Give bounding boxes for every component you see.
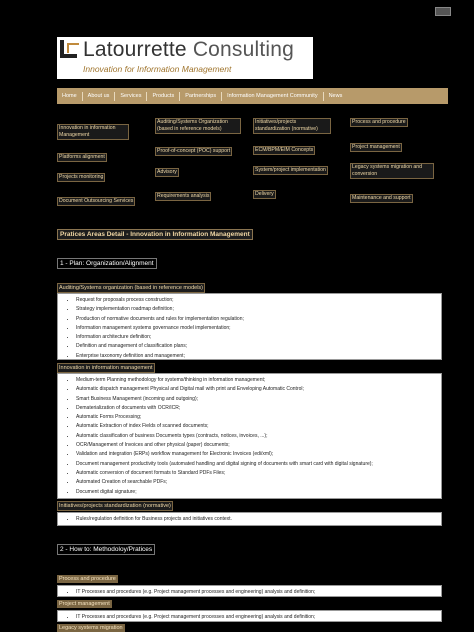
list-item: • Enterprise taxonomy definition and management; — [76, 352, 441, 361]
nav-services[interactable]: Services — [120, 93, 142, 99]
service-link[interactable]: Project management — [352, 144, 400, 150]
service-link[interactable]: System/project implementation — [255, 167, 326, 173]
service-link[interactable]: Delivery — [255, 191, 274, 197]
main-nav — [57, 88, 448, 104]
list-item: • Information management systems governance model implementation; — [76, 324, 441, 333]
list-item: • Dematerialization of documents with OCR/ICR; — [76, 404, 441, 413]
service-link[interactable]: Platforms alignment — [59, 154, 105, 160]
auditing-list — [57, 293, 442, 360]
howto-bar-legacy: Legacy systems migration — [59, 625, 123, 631]
list-item: • Definition and management of classification plans; — [76, 342, 441, 351]
list-item: • Information architecture definition; — [76, 333, 441, 342]
service-link[interactable]: Maintenance and support — [352, 195, 411, 201]
list-item: • IT Processes and procedures (e.g. Project management processes and engineering) analysis and definition; — [76, 588, 441, 597]
nav-community[interactable]: Information Management Community — [227, 93, 318, 99]
category-initiatives: Initiatives/projects standardization (normative) — [59, 503, 171, 509]
nav-partnerships[interactable]: Partnerships — [185, 93, 217, 99]
plan-heading: 1 - Plan: Organization/Alignment — [57, 258, 157, 269]
service-link[interactable]: Requirements analysis — [157, 193, 210, 199]
howto-process-list — [57, 585, 442, 597]
logo-tagline: Innovation for Information Management — [83, 64, 232, 74]
list-item: • Smart Business Management (incoming and outgoing); — [76, 395, 441, 404]
list-item: • Automatic Extraction of index Fields of scanned documents; — [76, 422, 441, 431]
list-item: • Production of normative documents and rules for implementation regulation; — [76, 315, 441, 324]
nav-about[interactable]: About us — [87, 93, 110, 99]
service-link[interactable]: Proof-of-concept (POC) support — [157, 148, 231, 154]
howto-bar-process: Process and procedure — [59, 576, 116, 582]
page-title: Pratices Areas Detail - Innovation in Information Management — [57, 229, 253, 240]
logo-mark-icon — [60, 40, 77, 58]
list-item: • Validation and integration (ERPs) workflow management for Electronic Invoices (edi/xml); — [76, 450, 441, 459]
nav-products[interactable]: Products — [152, 93, 175, 99]
company-logo[interactable] — [57, 37, 313, 79]
list-item: • Automatic classification of business Documents types (contracts, notices, invoices, ...); — [76, 432, 441, 441]
service-link[interactable]: Legacy systems migration and conversion — [350, 163, 434, 179]
service-link[interactable]: Advisory — [157, 169, 177, 175]
nav-home[interactable]: Home — [62, 93, 77, 99]
service-link[interactable]: Document Outsourcing Services — [59, 198, 134, 204]
logo-name: Latourrette Consulting — [83, 38, 295, 61]
list-item: • Document management productivity tools (automated handling and digital signing of documents with smart card with digital signature); — [76, 460, 441, 469]
list-item: • Document digital signature; — [76, 488, 441, 497]
list-item: • Automatic dispatch management Physical and Digital mail with print and Enveloping Automatic Control; — [76, 385, 441, 394]
category-auditing: Auditing/Systems organization (based in reference models) — [59, 285, 203, 291]
service-link[interactable]: Innovation in information Management — [57, 124, 129, 140]
list-item: • Automatic Forms Processing; — [76, 413, 441, 422]
list-item: • IT Processes and procedures (e.g. Project management processes and engineering) analysis and definition; — [76, 613, 441, 622]
service-link[interactable]: Auditing/Systems Organization (based in reference models) — [155, 118, 241, 134]
list-item: • Strategy implementation roadmap definition; — [76, 305, 441, 314]
service-link[interactable]: Process and procedure — [352, 119, 406, 125]
initiatives-list — [57, 512, 442, 526]
list-item: • OCR/Management of Invoices and other physical (paper) documents; — [76, 441, 441, 450]
service-link[interactable]: ECM/BPM/EIM Concepts — [255, 147, 314, 153]
list-item: • Rules/regulation definition for Business projects and initiatives context. — [76, 515, 441, 524]
innovation-list — [57, 373, 442, 499]
nav-news[interactable]: News — [328, 93, 343, 99]
list-item: • Medium-term Planning methodology for systems/thinking in information management; — [76, 376, 441, 385]
list-item: • Automated Creation of searchable PDFs; — [76, 478, 441, 487]
service-link[interactable]: Projects monitoring — [59, 174, 104, 180]
service-link[interactable]: Initiatives/projects standardization (normative) — [253, 118, 331, 134]
list-item: • Request for proposals process construction; — [76, 296, 441, 305]
list-item: • Automatic conversion of document formats to Standard PDFs Files; — [76, 469, 441, 478]
window-control-button[interactable] — [435, 7, 451, 16]
howto-project-list — [57, 610, 442, 622]
category-innovation: Innovation in information management — [59, 365, 153, 371]
howto-bar-project: Project management — [59, 601, 110, 607]
howto-heading: 2 - How to: Methodoloy/Pratices — [57, 544, 155, 555]
